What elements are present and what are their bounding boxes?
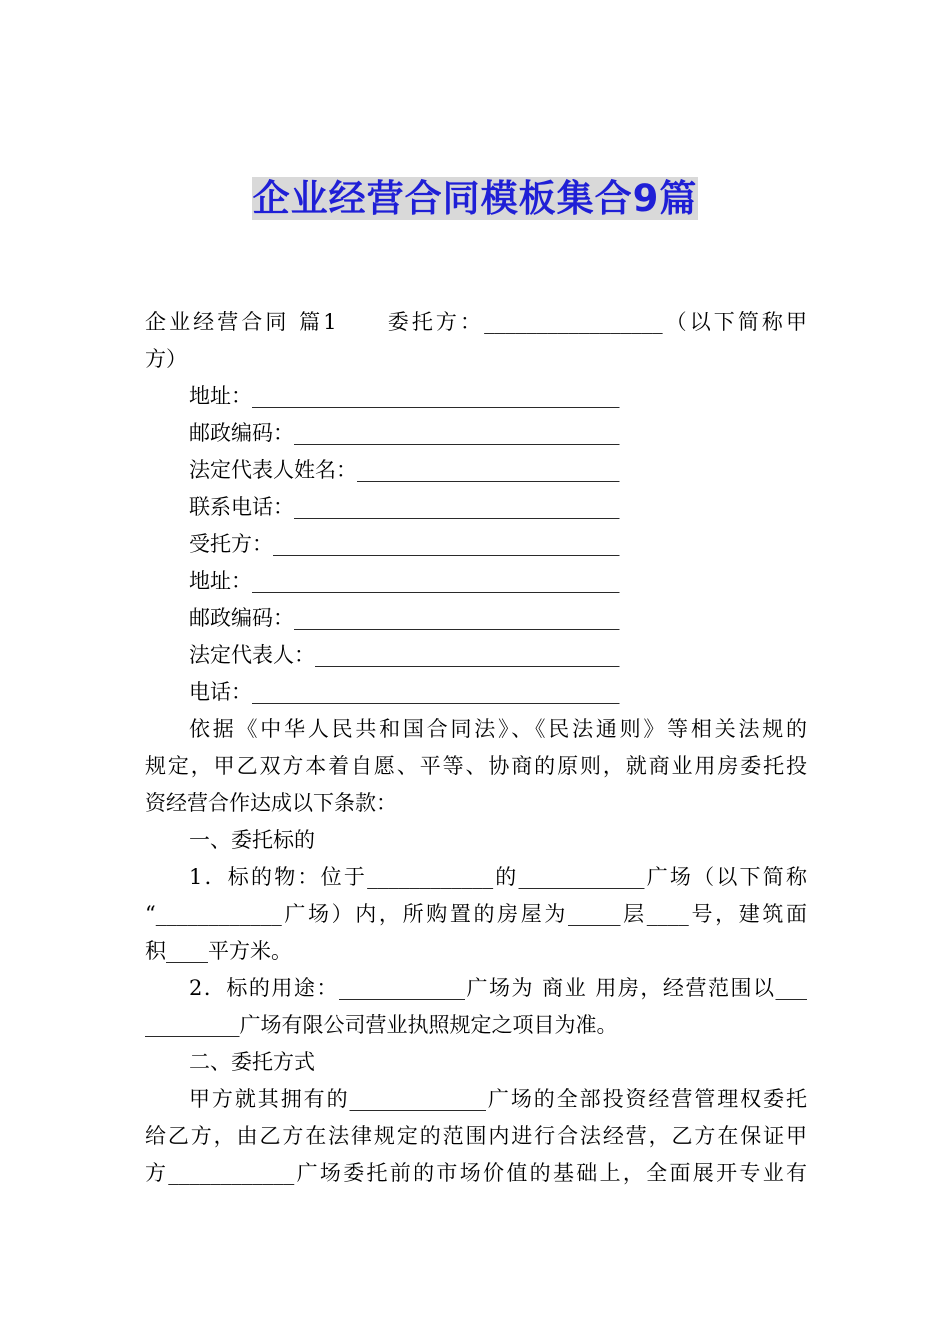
text-line: _________广场有限公司营业执照规定之项目为准。: [145, 1013, 618, 1037]
text-line: 二、委托方式: [189, 1050, 315, 1074]
text-line: 受托方：_________________________________: [189, 532, 620, 556]
text-line: 邮政编码：_______________________________: [189, 606, 620, 630]
text-line: 甲方就其拥有的_____________广场的全部投资经营管理权委托: [189, 1087, 807, 1111]
text-line: 方）: [145, 347, 187, 371]
text-line: 规定，甲乙双方本着自愿、平等、协商的原则，就商业用房委托投: [145, 754, 807, 778]
text-line: 积____平方米。: [145, 939, 292, 963]
text-line: 地址：___________________________________: [189, 569, 620, 593]
document-title-wrap: [0, 176, 950, 222]
text-line: 资经营合作达成以下条款：: [145, 791, 397, 815]
text-line: 法定代表人：_____________________________: [189, 643, 620, 667]
text-line: 法定代表人姓名：_________________________: [189, 458, 620, 482]
text-line: 联系电话：_______________________________: [189, 495, 620, 519]
text-line: 地址：___________________________________: [189, 384, 620, 408]
text-line: 依据《中华人民共和国合同法》、《民法通则》等相关法规的: [189, 717, 807, 741]
document-title: 企业经营合同模板集合9篇: [252, 177, 698, 220]
text-line: 邮政编码：_______________________________: [189, 421, 620, 445]
text-line: “____________广场）内，所购置的房屋为_____层____号，建筑面: [145, 902, 807, 926]
text-line: 企业经营合同 篇1 委托方：_________________（以下简称甲: [145, 310, 807, 334]
text-line: 2．标的用途：____________广场为 商业 用房，经营范围以___: [189, 976, 807, 1000]
text-line: 一、委托标的: [189, 828, 315, 852]
document-body: [145, 304, 807, 1192]
text-line: 给乙方，由乙方在法律规定的范围内进行合法经营，乙方在保证甲: [145, 1124, 807, 1148]
text-line: 方____________广场委托前的市场价值的基础上，全面展开专业有: [145, 1161, 807, 1185]
text-line: 1．标的物：位于____________的____________广场（以下简称: [189, 865, 807, 889]
text-line: 电话：___________________________________: [189, 680, 620, 704]
